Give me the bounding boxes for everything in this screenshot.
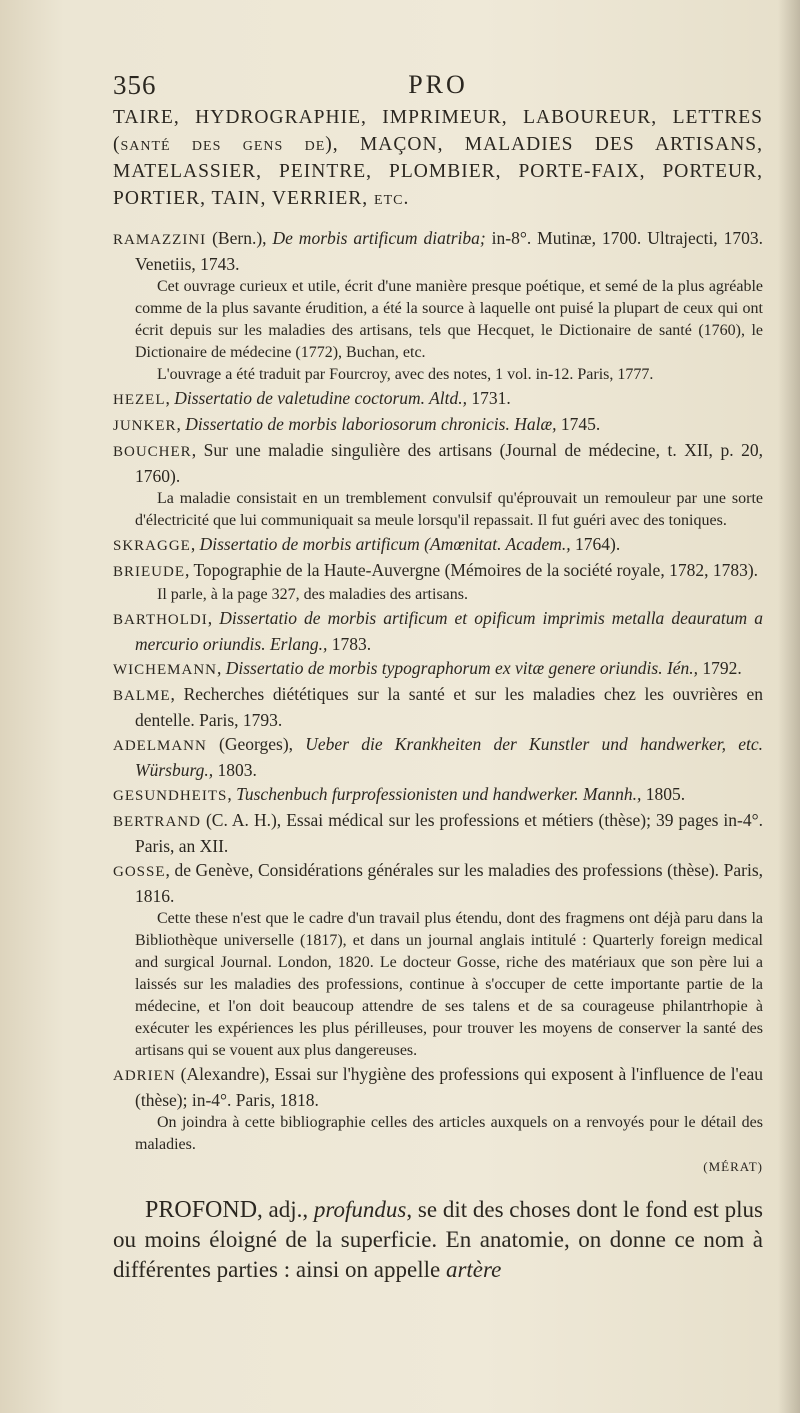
entry-author: ADELMANN [113,738,207,754]
running-head [113,70,763,104]
article-text: , se dit des choses dont le fond est plus ou moins éloigné de la superficie. En anatomie, on donne ce nom à différentes parties : ainsi on appelle [113,1197,763,1282]
entry-author: RAMAZZINI [113,232,207,248]
entry-prefix: , [185,560,194,580]
entry-prefix: , [176,414,186,434]
entry-title: Dissertatio de morbis artificum (Amœnitat. Academ., [199,534,571,554]
entry-title: Dissertatio de morbis artificum et opificum imprimis metalla deauratum a mercurio oriundis. Erlang., [135,608,763,654]
entry-details: in-8°. Mutinæ, 1700. Ultrajecti, 1703. Venetiis, 1743. [135,228,763,274]
entry-title: De morbis artificum diatriba; [272,228,486,248]
entry-prefix: , [227,784,237,804]
entry-details: 1805. [641,784,686,804]
entry-author: HEZEL [113,392,166,408]
entry-prefix: , [190,534,200,554]
entry-author: SKRAGGE [113,538,191,554]
entry-author: JUNKER [113,418,177,434]
page-gutter-shadow [778,0,800,1413]
bibliography-entry [113,558,763,584]
entry-details: Recherches diététiques sur la santé et sur les maladies chez les ouvrières en dentelle. Paris, 1793. [135,684,763,730]
article-tail: artère [445,1257,502,1282]
bibliography-note: Cette these n'est que le cadre d'un travail plus étendu, dont des fragmens ont déjà paru dans la Bibliothèque universelle (1817), et dans un journal anglais intitulé : Quarterly foreign medical and surgical Journal. London, 1820. Le docteur Gosse, riche des matériaux que son père lui a laissés sur les maladies des professions, continue à s'occuper de cette importante partie de la médecine, et l'on doit beaucoup attendre de ses talens et de sa courageuse philantrhopie à exécuter les expériences les plus périlleuses, pour trouver les moyens de conserver la santé des artisans qui se vouent aux plus dangereuses. [135,910,763,1059]
page-number: 356 [113,70,157,100]
bibliography-entry [113,412,763,438]
entry-prefix: , [165,860,175,880]
entry-details: 1783. [327,634,372,654]
bibliography-entry [113,606,763,656]
entry-details: Essai médical sur les professions et métiers (thèse); 39 pages in-4°. Paris, an XII. [135,810,763,856]
bibliography-note: La maladie consistait en un tremblement convulsif qu'éprouvait un remouleur par une sorte d'électricité que lui communiquait sa meule lorsqu'il repassait. Il fut guéri avec des toniques. [135,490,763,529]
entry-details: de Genève, Considérations générales sur les maladies des professions (thèse). Paris, 1816. [135,860,764,906]
entry-details: 1731. [467,388,511,408]
entry-prefix: , [217,658,226,678]
bibliography-list [113,226,763,1156]
bibliography-entry [113,858,763,908]
entry-details: 1745. [556,414,601,434]
entry-author: BARTHOLDI [113,612,208,628]
article-headword: PROFOND [145,1197,258,1223]
entry-title: Dissertatio de valetudine coctorum. Altd., [174,388,467,408]
bibliography-entry [113,808,763,858]
entry-title: Ueber die Krankheiten der Kunstler und handwerker, etc. Würsburg., [135,734,763,780]
continued-cross-references: TAIRE, HYDROGRAPHIE, IMPRIMEUR, LABOUREUR, LETTRES (santé des gens de), MAÇON, MALADIES DES ARTISANS, MATELASSIER, PEINTRE, PLOMBIER, PORTE-FAIX, PORTEUR, PORTIER, TAIN, VERRIER, etc. [113,107,763,209]
entry-prefix: (C. A. H.), [200,810,287,830]
bibliography-entry [113,732,763,782]
dictionary-article [113,1195,763,1285]
article-latin: profundus [313,1197,407,1222]
entry-prefix: , [207,608,220,628]
signature-line [113,1156,763,1175]
entry-prefix: , [170,684,184,704]
entry-author: BRIEUDE [113,564,185,580]
bibliography-note: Il parle, à la page 327, des maladies des artisans. [157,586,468,603]
bibliography-entry [113,438,763,488]
entry-details: Sur une maladie singulière des artisans (Journal de médecine, t. XII, p. 20, 1760). [135,440,764,486]
entry-author: GOSSE [113,864,166,880]
entry-prefix: (Bern.), [206,228,273,248]
bibliography-entry [113,226,763,276]
entry-title: Tuschenbuch furprofessionisten und handwerker. Mannh., [236,784,642,804]
entry-author: WICHEMANN [113,662,217,678]
entry-details: 1764). [570,534,621,554]
entry-prefix: (Georges), [206,734,306,754]
bibliography-note: Cet ouvrage curieux et utile, écrit d'une manière presque poétique, et semé de la plus agréable comme de la plus savante érudition, a été la source à laquelle ont puisé la plupart de ceux qui ont écrit depuis sur les maladies des artisans, tels que Hecquet, le Dictionaire de santé (1760), le Dictionaire de médecine (1772), Buchan, etc. [135,278,763,361]
bibliography-note: On joindra à cette bibliographie celles des articles auxquels on a renvoyés pour le détail des maladies. [135,1114,763,1153]
entry-title: Dissertatio de morbis laboriosorum chronicis. Halæ, [185,414,557,434]
entry-details: Topographie de la Haute-Auvergne (Mémoires de la société royale, 1782, 1783). [193,560,759,580]
entry-title: Dissertatio de morbis typographorum ex vitæ genere oriundis. Ién., [225,658,699,678]
entry-prefix: , [191,440,204,460]
article-pos: , adj., [257,1197,314,1222]
entry-author: ADRIEN [113,1068,176,1084]
entry-author: BOUCHER [113,444,192,460]
bibliography-entry [113,682,763,732]
entry-prefix: (Alexandre), [175,1064,275,1084]
bibliography-entry [113,656,763,682]
running-head-title: PRO [408,70,468,99]
entry-details: 1803. [213,760,257,780]
entry-details: 1792. [698,658,742,678]
entry-author: BALME [113,688,171,704]
entry-details: Essai sur l'hygiène des professions qui exposent à l'influence de l'eau (thèse); in-4°. Paris, 1818. [135,1064,763,1110]
bibliography-entry [113,782,763,808]
entry-author: BERTRAND [113,814,201,830]
author-signature: (MÉRAT) [703,1159,763,1174]
entry-prefix: , [165,388,175,408]
page-content [113,70,763,1285]
bibliography-note: L'ouvrage a été traduit par Fourcroy, avec des notes, 1 vol. in-12. Paris, 1777. [157,366,654,383]
entry-author: GESUNDHEITS [113,788,228,804]
bibliography-entry [113,532,763,558]
bibliography-entry [113,386,763,412]
bibliography-entry [113,1062,763,1112]
